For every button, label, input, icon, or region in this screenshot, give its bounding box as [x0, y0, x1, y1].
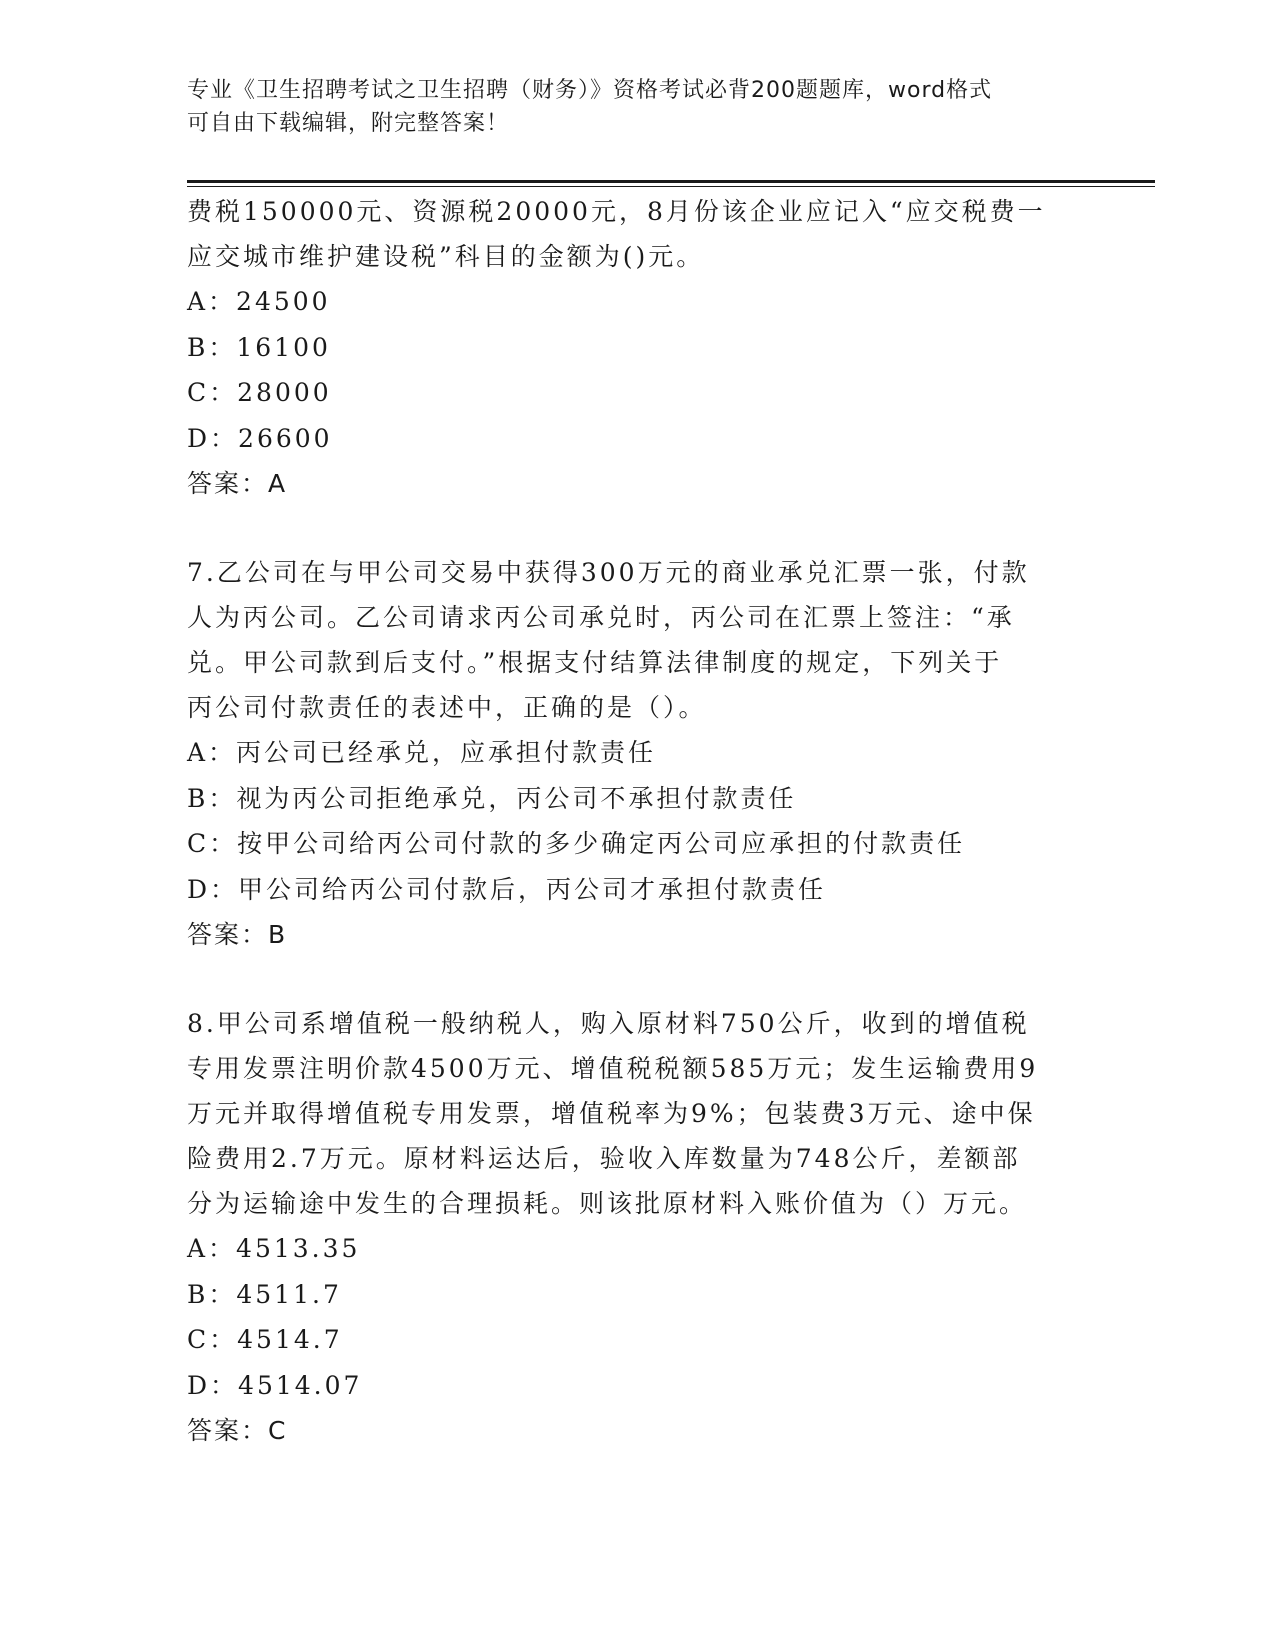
- option-c: C：28000: [187, 378, 332, 407]
- stem-line: 专用发票注明价款4500万元、增值税税额585万元；发生运输费用9: [187, 1054, 1039, 1083]
- question-7: [187, 550, 1067, 957]
- question-8: [187, 1001, 1067, 1453]
- header-line-2: 可自由下载编辑，附完整答案！: [187, 111, 510, 136]
- stem-line: 分为运输途中发生的合理损耗。则该批原材料入账价值为（）万元。: [187, 1189, 1028, 1218]
- document-header: [187, 74, 1067, 140]
- stem-line: 险费用2.7万元。原材料运达后，验收入库数量为748公斤，差额部: [187, 1144, 1021, 1173]
- stem-line: 7.乙公司在与甲公司交易中获得300万元的商业承兑汇票一张，付款: [187, 558, 1030, 587]
- question-stem: [187, 189, 1067, 279]
- question-6: [187, 189, 1067, 506]
- stem-line: 应交城市维护建设税”科目的金额为()元。: [187, 242, 705, 271]
- option-b: B：4511.7: [187, 1279, 342, 1309]
- option-d: D：26600: [187, 423, 333, 453]
- question-spacer: [187, 506, 1067, 550]
- option-d: D：4514.07: [187, 1370, 363, 1400]
- option-b: B：视为丙公司拒绝承兑，丙公司不承担付款责任: [187, 783, 797, 813]
- option-a: A：24500: [187, 287, 331, 316]
- header-divider-thick: [187, 180, 1155, 183]
- stem-line: 万元并取得增值税专用发票，增值税率为9%；包装费3万元、途中保: [187, 1099, 1036, 1128]
- option-c: C：4514.7: [187, 1325, 343, 1354]
- answer-line: 答案：C: [187, 1416, 288, 1445]
- option-d: D：甲公司给丙公司付款后，丙公司才承担付款责任: [187, 874, 827, 904]
- header-line-1: 专业《卫生招聘考试之卫生招聘（财务）》资格考试必背200题题库，word格式: [187, 78, 993, 103]
- stem-line: 8.甲公司系增值税一般纳税人，购入原材料750公斤，收到的增值税: [187, 1009, 1030, 1038]
- answer-line: 答案：A: [187, 469, 288, 498]
- question-stem: [187, 550, 1067, 730]
- answer-line: 答案：B: [187, 920, 288, 949]
- stem-line: 费税150000元、资源税20000元，8月份该企业应记入“应交税费一: [187, 197, 1046, 226]
- option-c: C：按甲公司给丙公司付款的多少确定丙公司应承担的付款责任: [187, 829, 966, 858]
- stem-line: 兑。甲公司款到后支付。”根据支付结算法律制度的规定，下列关于: [187, 648, 1003, 677]
- option-a: A：4513.35: [187, 1234, 361, 1263]
- option-b: B：16100: [187, 332, 331, 362]
- stem-line: 人为丙公司。乙公司请求丙公司承兑时，丙公司在汇票上签注：“承: [187, 603, 1015, 632]
- question-stem: [187, 1001, 1067, 1226]
- option-a: A：丙公司已经承兑，应承担付款责任: [187, 738, 657, 767]
- document-body: [187, 189, 1067, 1453]
- header-divider-thin: [187, 186, 1155, 187]
- stem-line: 丙公司付款责任的表述中，正确的是（）。: [187, 693, 707, 722]
- question-spacer: [187, 957, 1067, 1001]
